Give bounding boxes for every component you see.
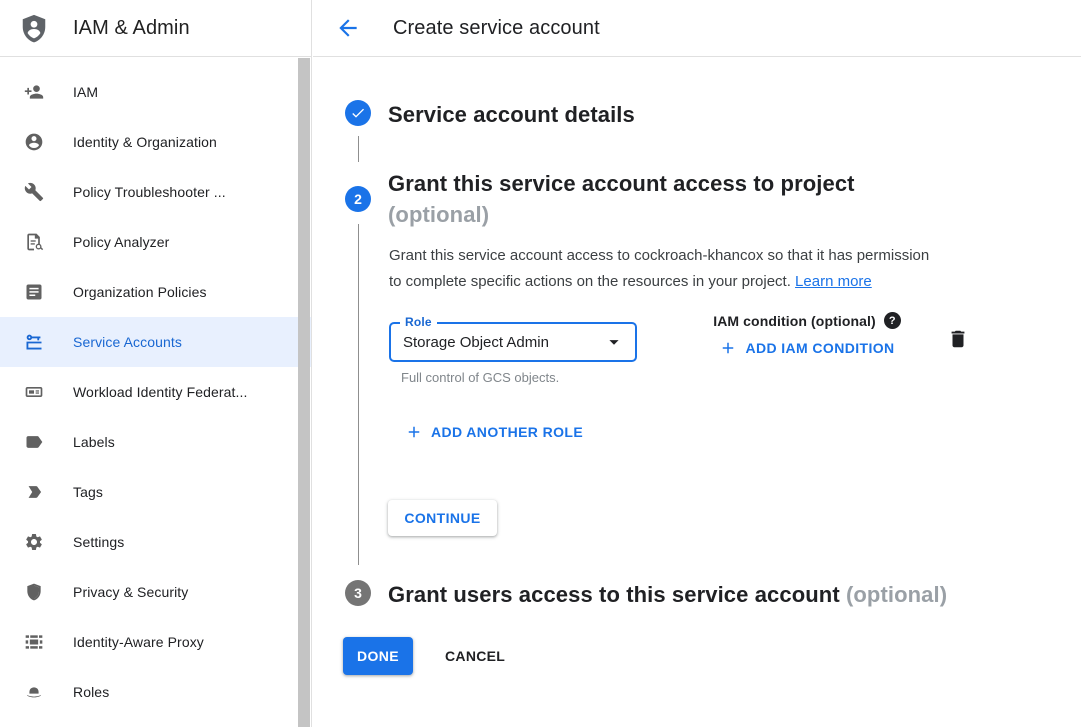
sidebar-item-label: Identity-Aware Proxy: [73, 634, 204, 650]
plus-icon: [405, 423, 423, 441]
sidebar-item-identity-organization[interactable]: [0, 117, 311, 167]
sidebar-item-service-accounts[interactable]: [0, 317, 311, 367]
continue-button[interactable]: CONTINUE: [388, 500, 497, 536]
step2-title-text: Grant this service account access to project: [388, 171, 855, 196]
sidebar-nav: [0, 57, 311, 717]
step2-title[interactable]: [388, 168, 855, 230]
cancel-button[interactable]: CANCEL: [445, 648, 506, 664]
iam-condition-section: [703, 312, 911, 357]
step3-optional-label: (optional): [845, 582, 948, 607]
role-field-label: Role: [400, 315, 437, 329]
role-select[interactable]: [389, 315, 637, 362]
sidebar-item-label: Policy Troubleshooter ...: [73, 184, 226, 200]
document-icon: [24, 282, 44, 302]
sidebar-item-identity-aware-proxy[interactable]: [0, 617, 311, 667]
sidebar-header: [0, 0, 311, 57]
description-line2: to complete specific actions on the resources in your project.: [389, 273, 791, 290]
sidebar-item-label: Settings: [73, 534, 125, 550]
sidebar-item-workload-identity-federation[interactable]: [0, 367, 311, 417]
sidebar-item-label: Tags: [73, 484, 103, 500]
role-selected-value: Storage Object Admin: [403, 333, 549, 351]
learn-more-link[interactable]: Learn more: [795, 273, 872, 290]
label-icon: [24, 432, 44, 452]
badge-icon: [24, 382, 44, 402]
sidebar-item-settings[interactable]: [0, 517, 311, 567]
main-header: [313, 0, 1081, 57]
page-title: Create service account: [393, 16, 600, 39]
sidebar-item-label: Workload Identity Federat...: [73, 384, 248, 400]
sidebar: [0, 0, 312, 727]
step3-title-text: Grant users access to this service account: [388, 582, 840, 607]
policy-analyzer-icon: [24, 232, 44, 252]
sidebar-item-label: Service Accounts: [73, 334, 182, 350]
step2-description: [389, 243, 989, 295]
sidebar-item-label: Policy Analyzer: [73, 234, 170, 250]
person-add-icon: [24, 82, 44, 102]
step1-title[interactable]: Service account details: [388, 102, 635, 127]
sidebar-item-label: Labels: [73, 434, 115, 450]
sidebar-item-label: IAM: [73, 84, 99, 100]
hat-icon: [24, 682, 44, 702]
role-helper-text: Full control of GCS objects.: [401, 370, 560, 385]
step-connector: [358, 224, 359, 565]
step3-title[interactable]: [388, 579, 947, 610]
back-arrow-icon[interactable]: [335, 15, 361, 41]
plus-icon: [719, 339, 737, 357]
help-icon[interactable]: ?: [884, 312, 901, 329]
sidebar-scrollbar[interactable]: [298, 58, 310, 727]
shield-half-icon: [24, 582, 44, 602]
sidebar-item-roles[interactable]: [0, 667, 311, 717]
form-footer: [343, 637, 505, 675]
sidebar-item-label: Roles: [73, 684, 110, 700]
account-circle-icon: [24, 132, 44, 152]
step3-number-badge: 3: [345, 580, 371, 606]
sidebar-item-tags[interactable]: [0, 467, 311, 517]
sidebar-item-label: Identity & Organization: [73, 134, 217, 150]
add-another-role-button[interactable]: [405, 423, 583, 441]
sidebar-item-labels[interactable]: [0, 417, 311, 467]
sidebar-item-label: Organization Policies: [73, 284, 207, 300]
delete-role-button[interactable]: [946, 327, 970, 351]
iam-shield-logo-icon: [19, 12, 49, 44]
step2-optional-label: (optional): [388, 202, 490, 227]
tag-icon: [24, 482, 44, 502]
sidebar-item-organization-policies[interactable]: [0, 267, 311, 317]
product-title: IAM & Admin: [73, 16, 190, 39]
sidebar-item-label: Privacy & Security: [73, 584, 189, 600]
add-iam-condition-button[interactable]: [719, 339, 894, 357]
add-iam-condition-label: ADD IAM CONDITION: [745, 340, 895, 356]
step-connector: [358, 136, 359, 162]
trash-icon: [947, 328, 969, 350]
gear-icon: [24, 532, 44, 552]
add-another-role-label: ADD ANOTHER ROLE: [431, 424, 584, 440]
sidebar-item-policy-analyzer[interactable]: [0, 217, 311, 267]
sidebar-item-policy-troubleshooter[interactable]: [0, 167, 311, 217]
done-button[interactable]: DONE: [343, 637, 413, 675]
wrench-icon: [24, 182, 44, 202]
sidebar-item-privacy-security[interactable]: [0, 567, 311, 617]
step1-complete-check-icon: [345, 100, 371, 126]
sidebar-item-iam[interactable]: [0, 67, 311, 117]
main-panel: [313, 0, 1081, 727]
iap-icon: [24, 632, 44, 652]
step2-number-badge: 2: [345, 186, 371, 212]
service-account-icon: [24, 332, 44, 352]
iam-condition-label: IAM condition (optional): [713, 312, 876, 329]
description-line1: Grant this service account access to cockroach-khancox so that it has permission: [389, 247, 930, 264]
chevron-down-icon: [603, 331, 625, 353]
